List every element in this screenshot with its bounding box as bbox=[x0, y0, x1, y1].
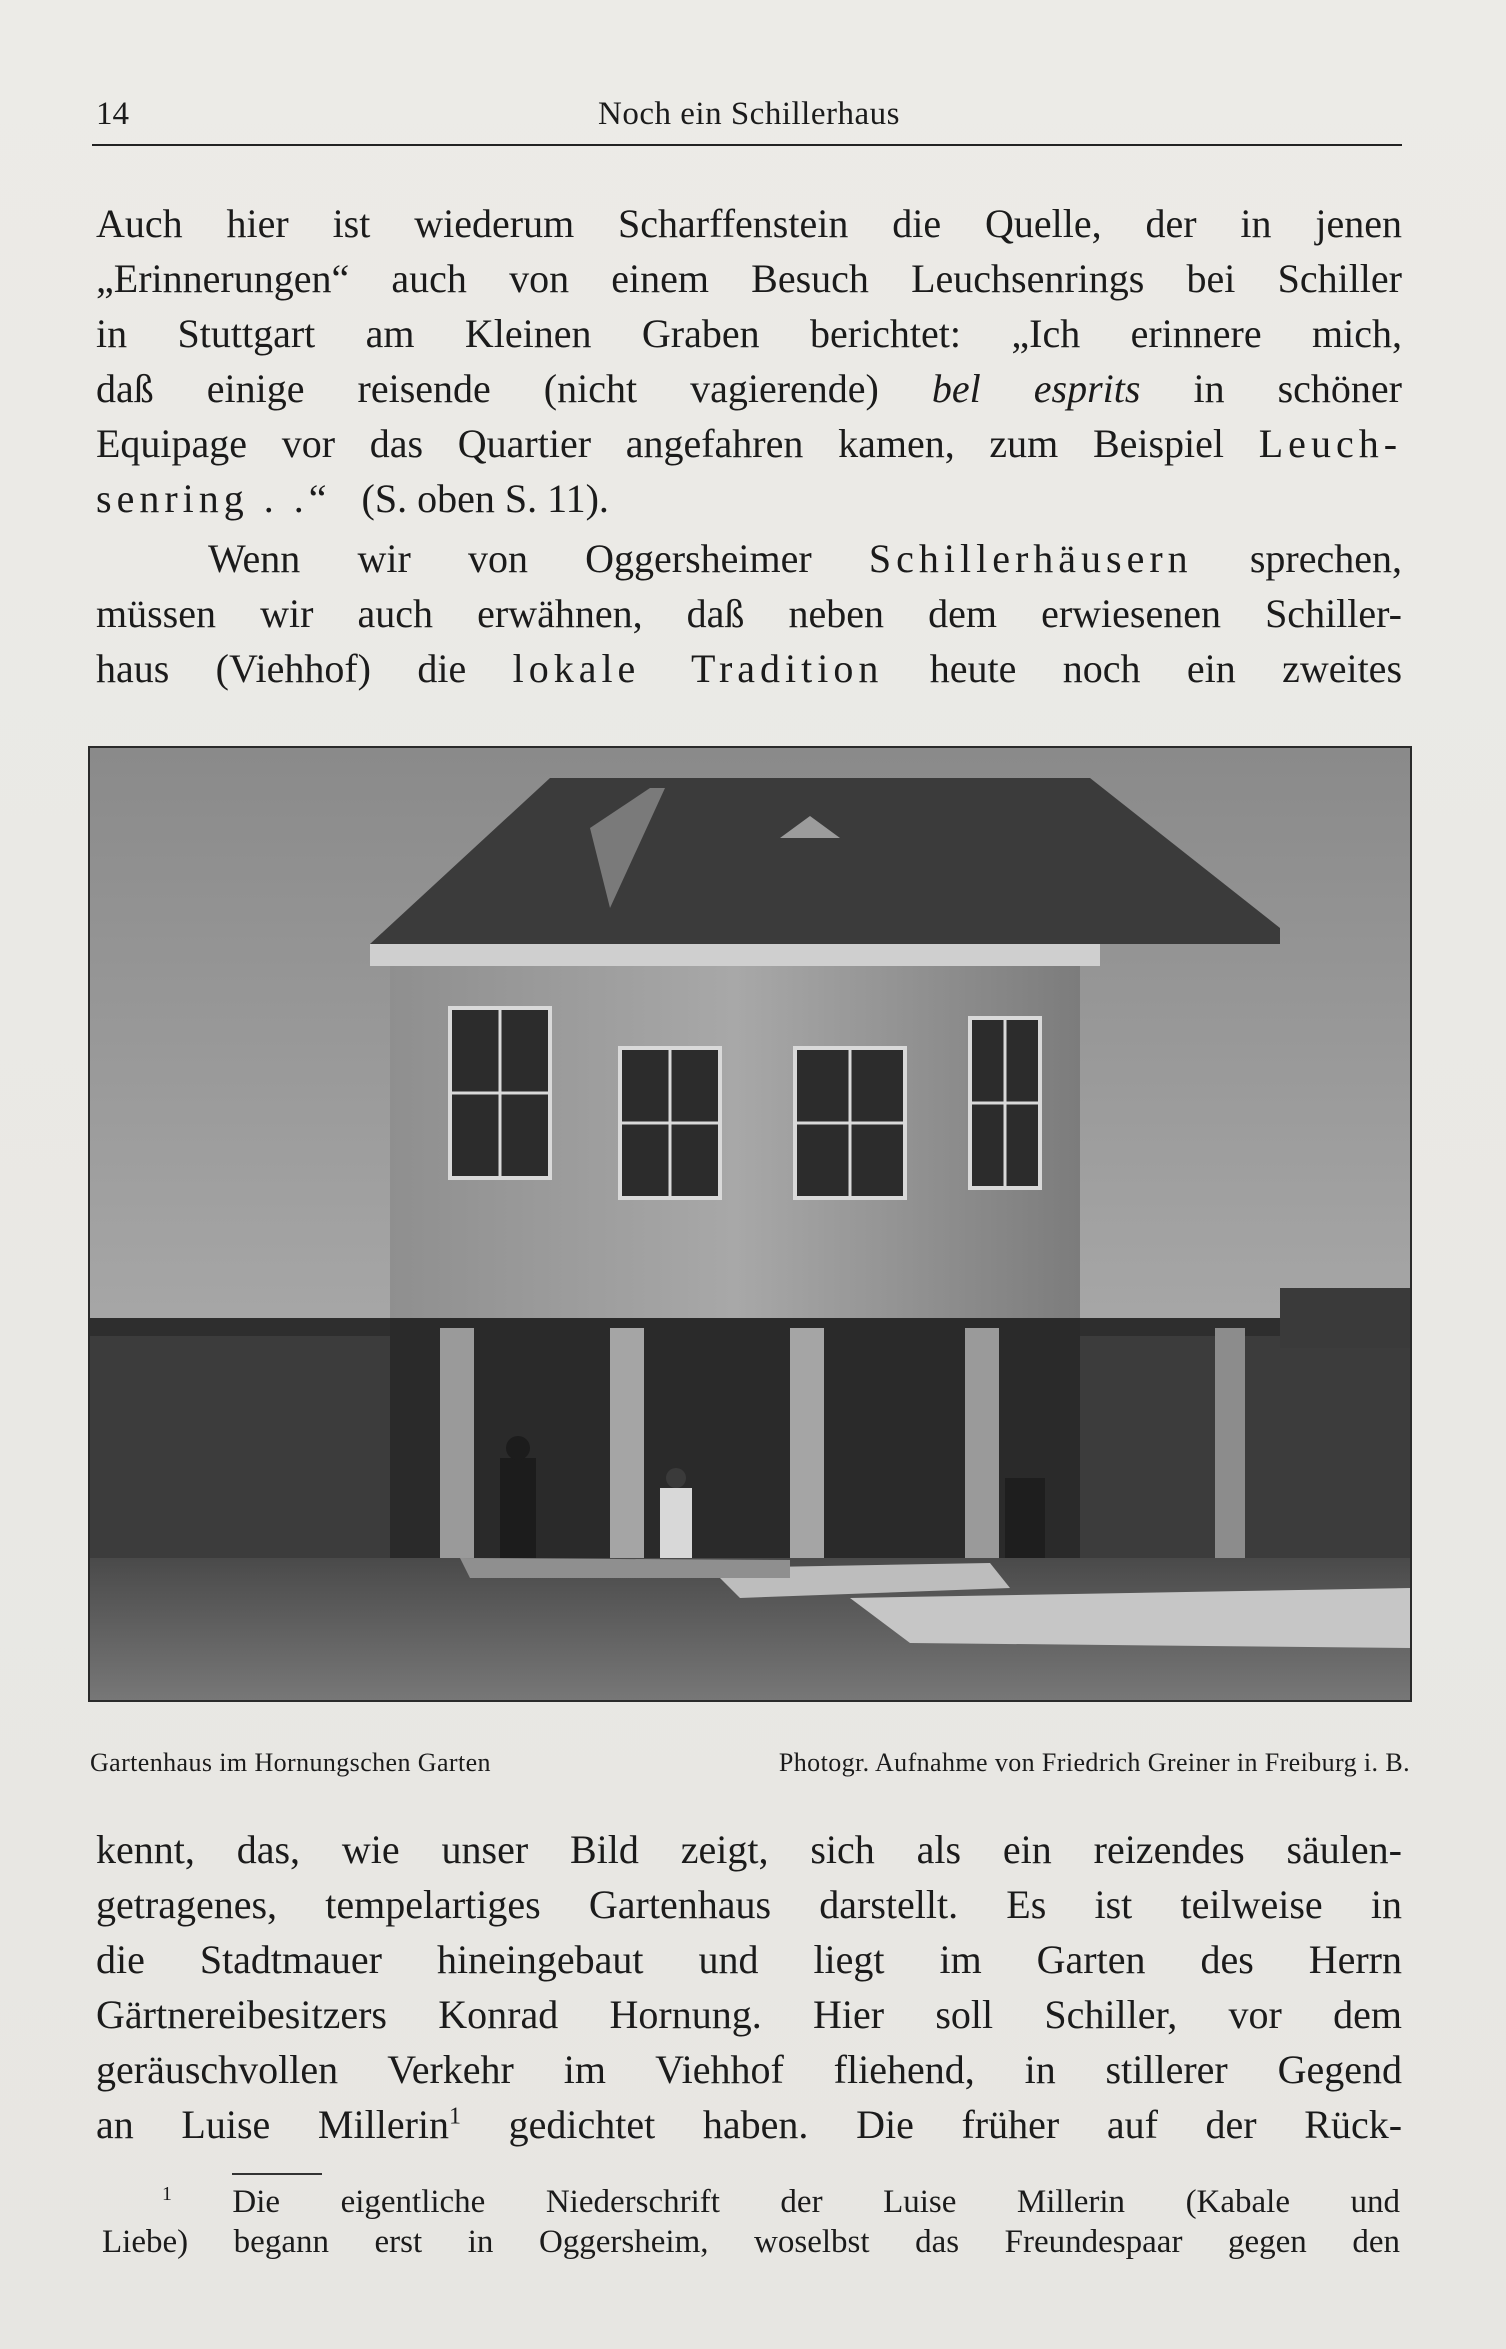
garden-house-photo bbox=[88, 746, 1412, 1702]
text-line: die Stadtmauer hineingebaut und liegt im Garten des Herrn bbox=[96, 1937, 1402, 1982]
page-header bbox=[96, 88, 1402, 140]
footnote-rule bbox=[232, 2173, 322, 2175]
running-title: Noch ein Schillerhaus bbox=[598, 96, 900, 132]
paragraph-1 bbox=[96, 196, 1402, 526]
footnote bbox=[102, 2182, 1400, 2262]
text-line: geräuschvollen Verkehr im Viehhof fliehend, in stillerer Gegend bbox=[96, 2047, 1402, 2092]
spaced-term: Schillerhäusern bbox=[868, 536, 1193, 581]
spaced-term: lokale Tradition bbox=[512, 646, 884, 691]
photo-illustration bbox=[90, 748, 1410, 1700]
text-line: Gärtnereibesitzers Konrad Hornung. Hier soll Schiller, vor dem bbox=[96, 1992, 1402, 2037]
column bbox=[965, 1328, 999, 1558]
paragraph-3 bbox=[96, 1822, 1402, 2152]
text-line: an Luise Millerin$^1$ gedichtet haben. Die früher auf der Rück- bbox=[96, 2102, 1403, 2147]
person-figure bbox=[1005, 1478, 1045, 1568]
text-line: Equipage vor das Quartier angefahren kamen, zum Beispiel Leuch- bbox=[96, 421, 1403, 466]
text-line: Wenn wir von Oggersheimer Schillerhäusern sprechen, bbox=[208, 536, 1403, 581]
text-line: „Erinnerungen“ auch von einem Besuch Leuchsenrings bei Schiller bbox=[96, 256, 1402, 301]
column bbox=[790, 1328, 824, 1558]
column bbox=[440, 1328, 474, 1558]
text-line: getragenes, tempelartiges Gartenhaus darstellt. Es ist teilweise in bbox=[96, 1882, 1402, 1927]
text-line: daß einige reisende (nicht vagierende) bel esprits in schöner bbox=[96, 366, 1402, 411]
text-line: in Stuttgart am Kleinen Graben berichtet: „Ich erinnere mich, bbox=[96, 311, 1402, 356]
text-line: Auch hier ist wiederum Scharffenstein die Quelle, der in jenen bbox=[96, 201, 1402, 246]
text-line: müssen wir auch erwähnen, daß neben dem erwiesenen Schiller- bbox=[96, 591, 1402, 636]
column bbox=[610, 1328, 644, 1558]
italic-phrase: bel esprits bbox=[931, 366, 1141, 411]
text-line: kennt, das, wie unser Bild zeigt, sich als ein reizendes säulen- bbox=[96, 1827, 1402, 1872]
text-line: haus (Viehhof) die lokale Tradition heute noch ein zweites bbox=[96, 646, 1403, 691]
footnote-marker: 1 bbox=[162, 2183, 172, 2206]
footnote-line: $^1$ Die eigentliche Niederschrift der Luise Millerin (Kabale und bbox=[162, 2183, 1401, 2220]
page-number: 14 bbox=[96, 96, 129, 132]
cornice bbox=[370, 944, 1100, 966]
footnote-ref[interactable]: 1 bbox=[449, 2103, 462, 2130]
spaced-name: Leuch- bbox=[1258, 421, 1403, 466]
photo-caption: Gartenhaus im Hornungschen Garten bbox=[90, 1748, 491, 1777]
header-rule bbox=[92, 144, 1402, 146]
child-figure bbox=[660, 1488, 692, 1558]
footnote-line: Liebe) begann erst in Oggersheim, woselbst das Freundespaar gegen den bbox=[102, 2224, 1400, 2260]
paragraph-2 bbox=[96, 531, 1402, 696]
column bbox=[1215, 1328, 1245, 1558]
text-line: senring . .“ (S. oben S. 11). bbox=[96, 476, 609, 521]
person-figure bbox=[500, 1458, 536, 1558]
cold-frame bbox=[850, 1588, 1410, 1648]
photo-credit: Photogr. Aufnahme von Friedrich Greiner in Freiburg i. B. bbox=[778, 1748, 1410, 1777]
